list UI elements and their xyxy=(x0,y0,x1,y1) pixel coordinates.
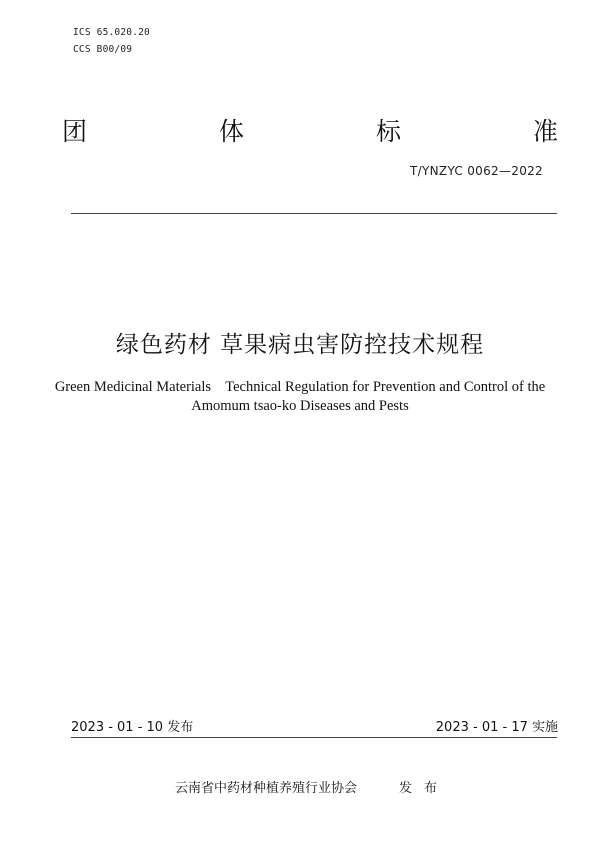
publisher-name: 云南省中药材种植养殖行业协会 xyxy=(175,781,358,796)
bottom-divider xyxy=(71,737,557,738)
standard-type-heading xyxy=(62,112,558,148)
standard-code: T/YNZYC 0062—2022 xyxy=(410,164,543,178)
ics-code: ICS 65.020.20 xyxy=(73,27,150,38)
standard-type-char: 标 xyxy=(375,117,401,146)
title-english xyxy=(40,378,560,416)
title-chinese: 绿色药材 草果病虫害防控技术规程 xyxy=(115,332,485,358)
top-divider xyxy=(71,213,557,214)
title-english-line2: Amomum tsao-ko Diseases and Pests xyxy=(191,398,409,414)
publish-label: 发布 xyxy=(399,781,450,796)
standard-type-char: 准 xyxy=(532,117,558,146)
ccs-code: CCS B00/09 xyxy=(73,44,133,55)
standard-type-char: 体 xyxy=(218,117,244,146)
standard-type-char: 团 xyxy=(62,117,88,146)
title-english-line1: Green Medicinal Materials Technical Regulation for Prevention and Control of the xyxy=(54,379,546,395)
issue-date: 2023 - 01 - 10 发布 xyxy=(71,720,194,735)
implementation-date: 2023 - 01 - 17 实施 xyxy=(435,720,558,735)
